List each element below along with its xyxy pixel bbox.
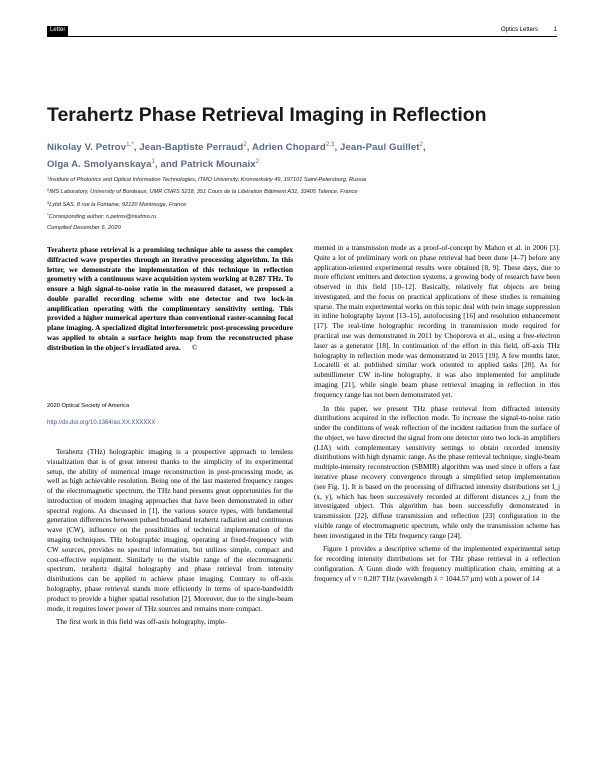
compiled-date: Compiled December 6, 2020 xyxy=(47,225,121,231)
author: Nikolay V. Petrov$^{1,*}$ xyxy=(47,142,134,153)
author: Jean-Baptiste Perraud$^2$ xyxy=(139,142,247,153)
author: Adrien Chopard$^{2,3}$ xyxy=(251,142,335,153)
affiliation: $^3$Lytid SAS, 8 rue la Fontaine, 92120 Montrouge, France xyxy=(47,199,187,208)
author: Olga A. Smolyanskaya$^1$ xyxy=(47,159,155,170)
copyright-symbol: © xyxy=(191,342,198,352)
corresponding-author: *Corresponding author: n.petrov@niuitmo.ru xyxy=(47,212,157,221)
body-paragraph: The first work in this field was off-axis holography, imple- xyxy=(56,618,227,627)
running-header xyxy=(47,27,557,37)
paper-title: Terahertz Phase Retrieval Imaging in Reflection xyxy=(47,104,487,126)
copyright: 2020 Optical Society of America xyxy=(47,403,130,409)
body-paragraph: Figure 1 provides a descriptive scheme of the implemented experimental setup for recording intensity distributions set for THz phase retrieval in a reflection configuration. A Gunn diode with frequency multiplication chain, emitting at a frequency of ν = 0.287 THz (wavelength λ = 1044.57 μm) with a power of 14 xyxy=(314,545,560,583)
body-paragraph: In this paper, we present THz phase retrieval from diffracted intensity distributions acquired in the reflection mode. To increase the signal-to-noise ratio under the conditions of weak reflection of the incident radiation from the surface of the object, we have directed the signal from one detector onto two lock-in amplifiers (LIA) with complementary sensitivity settings to obtain recorded intensity distributions with high dynamic range. As the phase retrieval technique, single-beam multiple-intensity reconstruction (SBMIR) algorithm was used since it offers a fast iterative phase recovery convergence through a simplified setup implementation (see Fig. 1). It is based on the processing of diffracted intensity distributions set I_j (x, y), which has been successively recorded at different distances z_j from the investigated object. This algorithm has been successfully demonstrated in transmission [22], diffuse transmission and reflection [23] configuration in the visible range of electromagnetic spectrum, while only the transmission scheme has been investigated in the THz frequency range [24]. xyxy=(314,404,560,540)
affiliation: $^1$Institute of Photonics and Optical Information Technologies, ITMO University, Kronverkskiy 49, 197101 Saint-Petersburg, Russia xyxy=(47,175,367,183)
affiliation: $^2$IMS Laboratory, University of Bordeaux, UMR CNRS 5218, 351 Cours de la Libération Bâtiment A31, 33405 Talence, France xyxy=(47,187,358,196)
body-paragraph: mented in a transmission mode as a proof-of-concept by Mahon et al. in 2006 [3]. Quite a lot of preliminary work on phase retrieval had been done [4–7] before any application-oriented experimental results were obtained [8, 9]. These days, due to more efficient emitters and detection systems, a growing body of research have been observed in this field [10–12]. Basically, relatively flat objects are being investigated, and the focus on practical applications of these studies is remaining sparse. The main experimental works on this topic deal with twin image suppression in inline holography layout [13–15], autofocusing [16] and resolution enhancement [17]. The real-time holographic recording in transmission mode required for practical use was demonstrated in 2011 by Choporova et al., using a free-electron laser as a generator [18]. In continuation of the effort in this field, off-axis THz holography in reflection mode was demonstrated in 2015 [19]. A few months later, Locatelli et al. published similar work oriented to applied tasks [20]. As for submillimeter CW in-line holography, it was also implemented for amplitude imaging [21], while single beam phase retrieval imaging in reflection in this frequency range has not been demonstrated yet. xyxy=(314,244,560,399)
affiliation-list xyxy=(47,173,557,223)
article-type-tag: Letter xyxy=(47,26,68,36)
header-right xyxy=(487,27,557,34)
page-number: 1 xyxy=(553,27,557,33)
journal-name: Optics Letters xyxy=(500,27,538,33)
author-list: Nikolay V. Petrov$^{1,*}$, Jean-Baptiste Perraud$^2$, Adrien Chopard$^{2,3}$, Jean-Paul Guillet$^2$, Olga A. Smolyanskaya$^1$, and Patrick Mounaix$^2$ xyxy=(47,142,426,170)
left-column-body xyxy=(47,448,293,628)
author: Jean-Paul Guillet$^2$ xyxy=(340,142,423,153)
right-column-body xyxy=(314,244,560,585)
author: and Patrick Mounaix$^2$ xyxy=(160,159,260,170)
doi-link[interactable]: http://dx.doi.org/10.1364/ao.XX.XXXXXX xyxy=(47,420,156,426)
abstract: Terahertz phase retrieval is a promising technique able to assess the complex diffracted wave properties through an iterative processing algorithm. In this letter, we demonstrate the implementation of this technique in reflection geometry with a continuous wave acquisition system working at 0.287 THz. To ensure a high signal-to-noise ratio in the measured dataset, we proposed a double parallel recording scheme with one detector and two lock-in amplification operating with the complimentary sensitivity setting. This provided a higher numerical aperture than conventional raster-scanning focal plane imaging. A specialized digital interferometric post-processing procedure was applied to obtain a surface heights map from the reconstructed phase distribution in the object's irradiated area. © xyxy=(47,245,293,352)
body-paragraph: Terahertz (THz) holographic imaging is a prospective approach to lensless visualization that is of great interest thanks to the simplicity of its experimental setup, the ability of numerical image reconstruction in post-processing mode, as well as high achievable resolution. Being one of the last mastered frequency ranges of the electromagnetic spectrum, the THz band presents great opportunities for the introduction of modern imaging approaches that have been demonstrated in other spectral regions. As discussed in [1], the various source types, with fundamental generation differences between pulsed broadband terahertz radiation and continuous wave (CW), influence on the possibilities of technical implementation of the imaging techniques. THz holographic imaging, operating at fixed-frequency with CW sources, provides no spectral information, but utilizes simple, compact and cost-effective equipment. Similarly to the visible range of the electromagnetic spectrum, terahertz digital holography and phase retrieval from intensity distributions can be applied to achieve phase imaging. Contrary to off-axis holography, phase retrieval stands more efficiently in terms of space-bandwidth product to provide a higher spatial resolution [2]. Moreover, due to the single-beam mode, it requires lower power of THz sources and remains more compact. xyxy=(47,448,293,613)
